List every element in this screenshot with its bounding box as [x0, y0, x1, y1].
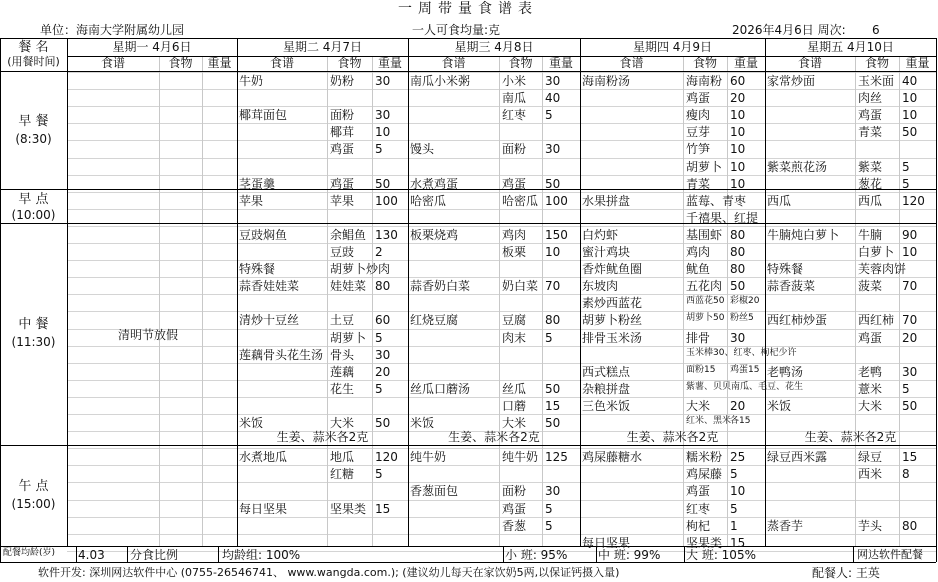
food-item: 面粉 [502, 142, 527, 156]
recipe-name: 水煮地瓜 [239, 450, 288, 464]
recipe-name: 苹果 [239, 194, 264, 208]
food-item: 丝瓜 [502, 382, 527, 396]
food-item: 玉米棒30、红枣、枸杞少许 [686, 348, 797, 358]
recipe-name: 板栗烧鸡 [410, 228, 459, 242]
food-item: 绿豆 [858, 450, 883, 464]
weight-column-header: 重量 [548, 56, 573, 70]
food-item: 地瓜 [330, 450, 355, 464]
food-weight: 30 [375, 348, 391, 362]
food-item: 豆芽 [686, 125, 711, 139]
recipe-name: 东坡肉 [582, 279, 619, 293]
food-weight: 125 [545, 450, 568, 464]
footer-small-class: 小 班: 95% [505, 548, 568, 562]
food-weight: 130 [375, 228, 398, 242]
food-item: 千禧果、红提 [686, 211, 759, 225]
food-item: 余鲳鱼 [330, 228, 367, 242]
food-weight: 5 [902, 177, 910, 191]
recipe-column-header: 食谱 [441, 56, 466, 70]
food-item: 芋头 [858, 519, 883, 533]
food-weight: 5 [375, 467, 383, 481]
food-item: 苹果 [330, 194, 355, 208]
date-week-label: 2026年4月6日 周次: [732, 23, 846, 37]
recipe-column-header: 食谱 [269, 56, 294, 70]
food-item: 肉末 [502, 331, 527, 345]
seasoning-note: 生姜、蒜米各2克 [804, 430, 897, 444]
food-item: 大米 [330, 416, 355, 430]
food-weight: 100 [375, 194, 398, 208]
food-weight: 80 [902, 519, 918, 533]
food-weight: 10 [375, 125, 391, 139]
food-weight: 10 [902, 245, 918, 259]
day-header: 星期五 4月10日 [807, 40, 894, 54]
food-item: 紫菜 [858, 160, 883, 174]
food-weight: 70 [902, 279, 918, 293]
recipe-name: 紫菜煎花汤 [767, 160, 828, 174]
food-item: 坚果类 [330, 502, 367, 516]
food-weight: 50 [375, 177, 391, 191]
food-weight: 50 [375, 416, 391, 430]
meal-name: 早 点 [18, 192, 49, 207]
footer-large-class: 大 班: 105% [686, 548, 756, 562]
recipe-name: 每日坚果 [582, 536, 631, 550]
food-weight: 30 [545, 142, 561, 156]
weight-column-header: 重量 [733, 56, 758, 70]
food-item: 鸡蛋 [686, 484, 711, 498]
weight-column-header: 重量 [905, 56, 930, 70]
recipe-name: 米饭 [239, 416, 264, 430]
food-weight: 80 [730, 228, 746, 242]
food-item: 肉丝 [858, 91, 883, 105]
recipe-name: 特殊餐 [239, 262, 276, 276]
food-column-header: 食物 [508, 56, 533, 70]
recipe-name: 海南粉汤 [582, 74, 631, 88]
food-weight: 5 [730, 467, 738, 481]
food-item: 南瓜 [502, 91, 527, 105]
recipe-name: 米饭 [767, 399, 792, 413]
meal-time: (10:00) [11, 208, 56, 222]
food-item: 胡萝卜炒肉 [330, 262, 391, 276]
seasoning-note: 生姜、蒜米各2克 [276, 430, 369, 444]
food-item: 小米 [502, 74, 527, 88]
food-item: 胡萝卜 [686, 160, 723, 174]
footer-split-label: 分食比例 [130, 548, 179, 562]
food-weight: 30 [545, 74, 561, 88]
recipe-name: 三色米饭 [582, 399, 631, 413]
food-weight: 60 [730, 74, 746, 88]
food-weight: 50 [545, 177, 561, 191]
food-item: 奶白菜 [502, 279, 539, 293]
recipe-name: 素炒西蓝花 [582, 296, 643, 310]
food-item: 纯牛奶 [502, 450, 539, 464]
food-item: 哈密瓜 [502, 194, 539, 208]
food-item: 薏米 [858, 382, 883, 396]
food-item: 鱿鱼 [686, 262, 711, 276]
food-item: 椰茸 [330, 125, 355, 139]
food-weight: 30 [902, 365, 918, 379]
recipe-name: 每日坚果 [239, 502, 288, 516]
day-header: 星期一 4月6日 [112, 40, 192, 54]
food-item: 鸡蛋 [502, 502, 527, 516]
food-weight: 100 [545, 194, 568, 208]
seasoning-note: 生姜、蒜米各2克 [626, 430, 719, 444]
food-weight: 120 [375, 450, 398, 464]
food-weight: 15 [545, 399, 561, 413]
food-item: 瘦肉 [686, 108, 711, 122]
food-item: 面粉 [330, 108, 355, 122]
meal-name: 早 餐 [18, 113, 49, 129]
food-item: 紫薯、贝贝南瓜、毛豆、花生 [686, 382, 804, 392]
food-item: 海南粉 [686, 74, 723, 88]
food-item: 红米、黑米 [686, 416, 732, 426]
recipe-name: 香炸鱿鱼圈 [582, 262, 643, 276]
recipe-name: 清炒十豆丝 [239, 313, 300, 327]
recipe-name: 茎蛋羹 [239, 177, 276, 191]
food-item: 糯米粉 [686, 450, 723, 464]
food-item: 口蘑 [502, 399, 527, 413]
weight-column-header: 重量 [207, 56, 232, 70]
recipe-name: 蒜香奶白菜 [410, 279, 471, 293]
food-weight: 10 [545, 245, 561, 259]
recipe-column-header: 食谱 [797, 56, 822, 70]
food-item: 红枣 [686, 502, 711, 516]
food-item: 奶粉 [330, 74, 355, 88]
food-item: 菠菜 [858, 279, 883, 293]
footer-avg-group: 均龄组: 100% [222, 548, 301, 562]
food-weight: 50 [730, 279, 746, 293]
food-weight: 40 [545, 91, 561, 105]
food-item: 排骨 [686, 331, 711, 345]
food-item: 胡萝卜50 [686, 313, 725, 323]
food-weight: 10 [730, 484, 746, 498]
recipe-name: 蒜香娃娃菜 [239, 279, 300, 293]
food-weight: 60 [375, 313, 391, 327]
food-weight: 10 [902, 91, 918, 105]
recipe-name: 杂粮拼盘 [582, 382, 631, 396]
food-weight: 1 [730, 519, 738, 533]
food-item: 鸡蛋 [686, 91, 711, 105]
food-weight: 30 [730, 331, 746, 345]
food-item: 土豆 [330, 313, 355, 327]
food-column-header: 食物 [168, 56, 193, 70]
recipe-name: 蒸香芋 [767, 519, 804, 533]
food-weight: 15 [730, 536, 746, 550]
recipe-name: 水果拼盘 [582, 194, 631, 208]
food-weight: 40 [902, 74, 918, 88]
food-item: 豆豉 [330, 245, 355, 259]
recipe-name: 胡萝卜粉丝 [582, 313, 643, 327]
food-column-header: 食物 [337, 56, 362, 70]
recipe-name: 白灼虾 [582, 228, 619, 242]
food-weight: 50 [902, 399, 918, 413]
food-item: 板栗 [502, 245, 527, 259]
food-item: 面粉 [502, 484, 527, 498]
food-weight: 10 [730, 177, 746, 191]
food-weight: 70 [902, 313, 918, 327]
recipe-name: 红烧豆腐 [410, 313, 459, 327]
recipe-name: 绿豆西米露 [767, 450, 828, 464]
footer-middle-class: 中 班: 99% [598, 548, 661, 562]
food-weight: 5 [375, 382, 383, 396]
footer-software-tag: 网达软件配餐 [857, 548, 923, 561]
food-weight: 5 [375, 142, 383, 156]
recipe-name: 水煮鸡蛋 [410, 177, 459, 191]
food-item: 青菜 [686, 177, 711, 191]
recipe-name: 莲藕骨头花生汤 [239, 348, 324, 362]
food-item: 西米 [858, 467, 883, 481]
food-weight: 150 [545, 228, 568, 242]
food-weight: 彩椒20 [730, 296, 760, 306]
food-item: 大米 [858, 399, 883, 413]
food-item: 西红柿 [858, 313, 895, 327]
food-item: 骨头 [330, 348, 355, 362]
recipe-name: 丝瓜口蘑汤 [410, 382, 471, 396]
food-item: 鸡肉 [502, 228, 527, 242]
recipe-name: 特殊餐 [767, 262, 804, 276]
food-weight: 2 [375, 245, 383, 259]
food-item: 大米 [686, 399, 711, 413]
food-item: 白萝卜 [858, 245, 895, 259]
food-weight: 30 [375, 74, 391, 88]
food-item: 鸡蛋 [330, 142, 355, 156]
seasoning-note: 生姜、蒜米各2克 [448, 430, 540, 444]
food-weight: 5 [902, 382, 910, 396]
day-header: 星期四 4月9日 [632, 40, 713, 54]
food-weight: 5 [545, 519, 553, 533]
food-item: 西瓜 [858, 194, 883, 208]
recipe-name: 排骨玉米汤 [582, 331, 643, 345]
recipe-name: 家常炒面 [767, 74, 816, 88]
recipe-name: 老鸭汤 [767, 365, 804, 379]
recipe-name: 牛奶 [239, 74, 264, 88]
footer-preparer: 配餐人: 王英 [812, 566, 880, 580]
recipe-name: 豆豉焖鱼 [239, 228, 288, 242]
food-weight: 15 [375, 502, 391, 516]
week-number: 6 [872, 23, 880, 37]
food-item: 鸡肉 [686, 245, 711, 259]
food-weight: 120 [902, 194, 925, 208]
food-item: 鸡蛋 [330, 177, 355, 191]
food-weight: 20 [730, 399, 746, 413]
footer-developer: 软件开发: 深圳网达软件中心 (0755-26546741、 www.wangda.com.); (建议幼儿每天在家饮奶5两,以保证钙摄入量) [38, 566, 620, 579]
food-weight: 25 [730, 450, 746, 464]
recipe-name: 纯牛奶 [410, 450, 447, 464]
food-weight: 20 [730, 91, 746, 105]
time-column-header: (用餐时间) [7, 55, 60, 68]
recipe-name: 鸡屎藤糖水 [582, 450, 643, 464]
holiday-note: 清明节放假 [118, 328, 179, 342]
food-weight: 50 [545, 382, 561, 396]
recipe-name: 米饭 [410, 416, 435, 430]
recipe-name: 椰茸面包 [239, 108, 288, 122]
day-header: 星期二 4月7日 [282, 40, 363, 54]
food-weight: 30 [545, 484, 561, 498]
weight-column-header: 重量 [377, 56, 402, 70]
food-weight: 10 [730, 160, 746, 174]
food-weight: 粉丝5 [730, 313, 754, 323]
food-weight: 5 [545, 108, 553, 122]
meal-time: (8:30) [15, 131, 52, 146]
food-item: 鸡屎藤 [686, 467, 723, 481]
food-weight: 80 [730, 245, 746, 259]
food-item: 坚果类 [686, 536, 723, 550]
food-weight: 90 [902, 228, 918, 242]
food-item: 玉米面 [858, 74, 895, 88]
food-weight: 30 [375, 108, 391, 122]
footer-ratio-value: 4.03 [78, 548, 105, 562]
food-weight: 70 [545, 279, 561, 293]
food-item: 花生 [330, 382, 355, 396]
per-person-label: 一人可食均量:克 [412, 23, 501, 37]
food-item: 西蓝花50 [686, 296, 725, 306]
food-item: 鸡蛋 [502, 177, 527, 191]
food-item: 胡萝卜 [330, 331, 367, 345]
food-weight: 15 [902, 450, 918, 464]
food-weight: 5 [902, 160, 910, 174]
meal-name: 午 点 [18, 478, 49, 494]
food-weight: 50 [545, 416, 561, 430]
food-weight: 5 [545, 502, 553, 516]
food-item: 葱花 [858, 177, 883, 191]
food-column-header: 食物 [692, 56, 717, 70]
food-weight: 8 [902, 467, 910, 481]
meal-time: (11:30) [11, 335, 56, 349]
recipe-name: 西式糕点 [582, 365, 631, 379]
food-item: 豆腐 [502, 313, 527, 327]
food-column-header: 食物 [864, 56, 889, 70]
recipe-name: 西瓜 [767, 194, 792, 208]
food-weight: 各15 [730, 416, 751, 426]
food-item: 基围虾 [686, 228, 723, 242]
food-weight: 20 [902, 331, 918, 345]
food-weight: 10 [730, 125, 746, 139]
food-weight: 80 [545, 313, 561, 327]
food-weight: 5 [730, 502, 738, 516]
food-item: 青菜 [858, 125, 883, 139]
footer-ratio-label: 配餐均龄(岁) [3, 548, 56, 558]
food-item: 老鸭 [858, 365, 883, 379]
food-item: 红糖 [330, 467, 355, 481]
page-title: 一周带量食谱表 [398, 1, 538, 17]
meal-time: (15:00) [11, 496, 56, 511]
meal-name: 中 餐 [18, 317, 49, 332]
food-weight: 10 [730, 142, 746, 156]
food-item: 鸡蛋 [858, 108, 883, 122]
recipe-name: 南瓜小米粥 [410, 74, 471, 88]
food-item: 红枣 [502, 108, 527, 122]
food-item: 蓝莓、青枣 [686, 194, 747, 208]
food-weight: 80 [730, 262, 746, 276]
recipe-name: 蒜香菠菜 [767, 279, 816, 293]
recipe-name: 馒头 [410, 142, 435, 156]
food-weight: 5 [375, 331, 383, 345]
recipe-column-header: 食谱 [100, 56, 125, 70]
recipe-name: 牛腩炖白萝卜 [767, 228, 840, 242]
food-item: 芙蓉肉饼 [858, 262, 907, 276]
recipe-name: 西红柿炒蛋 [767, 313, 828, 327]
food-weight: 5 [545, 331, 553, 345]
recipe-name: 蜜汁鸡块 [582, 245, 631, 259]
food-weight: 10 [902, 108, 918, 122]
food-item: 枸杞 [686, 519, 711, 533]
food-weight: 80 [375, 279, 391, 293]
recipe-column-header: 食谱 [619, 56, 644, 70]
food-item: 鸡蛋 [858, 331, 883, 345]
food-item: 竹笋 [686, 142, 711, 156]
unit-label: 单位：海南大学附属幼儿园 [40, 23, 185, 37]
meal-column-header: 餐 名 [18, 40, 49, 55]
food-item: 大米 [502, 416, 527, 430]
recipe-name: 哈密瓜 [410, 194, 447, 208]
food-item: 香葱 [502, 519, 527, 533]
food-item: 牛腩 [858, 228, 883, 242]
day-header: 星期三 4月8日 [454, 40, 534, 54]
food-item: 五花肉 [686, 279, 723, 293]
food-weight: 鸡蛋15 [730, 365, 760, 375]
recipe-name: 香葱面包 [410, 484, 459, 498]
food-weight: 20 [375, 365, 391, 379]
food-item: 娃娃菜 [330, 279, 367, 293]
food-weight: 10 [730, 108, 746, 122]
food-item: 面粉15 [686, 365, 716, 375]
food-item: 莲藕 [330, 365, 355, 379]
food-weight: 50 [902, 125, 918, 139]
